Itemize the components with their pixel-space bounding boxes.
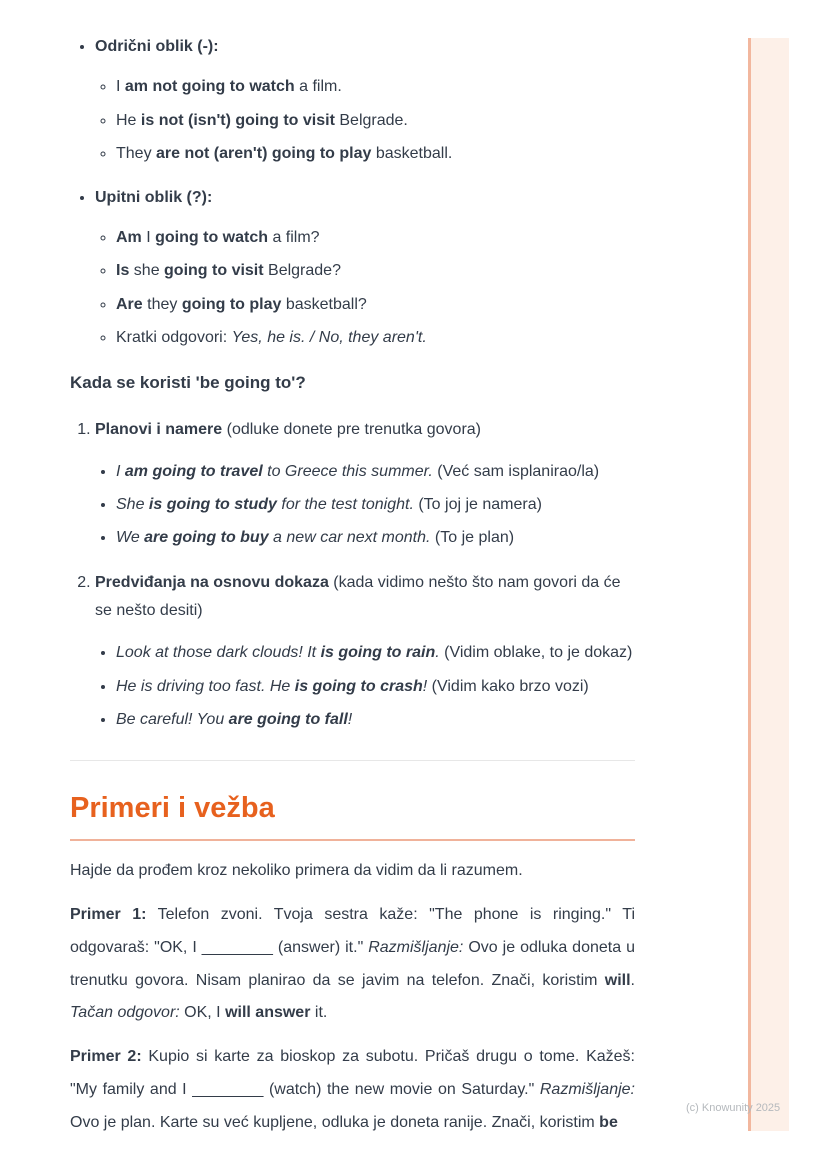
section-divider bbox=[70, 760, 635, 761]
list-item-negative-form bbox=[95, 34, 635, 168]
predictions-label: Predviđanja na osnovu dokaza (kada vidimo nešto što nam govori da će se nešto desiti) bbox=[95, 573, 621, 620]
list-item-question-form bbox=[95, 185, 635, 352]
usage-list bbox=[70, 416, 635, 734]
list-item: ◦ Are they going to play basketball? bbox=[116, 292, 635, 318]
list-item: • Be careful! You are going to fall! bbox=[116, 707, 635, 733]
list-item: • She is going to study for the test tonight. (To joj je namera) bbox=[116, 492, 635, 518]
usage-heading: Kada se koristi 'be going to'? bbox=[70, 372, 306, 392]
list-item: • Look at those dark clouds! It is going to rain. (Vidim oblake, to je dokaz) bbox=[116, 640, 635, 666]
intro-paragraph: Hajde da prođem kroz nekoliko primera da vidim da li razumem. bbox=[70, 862, 523, 880]
list-item: ◦ They are not (aren't) going to play basketball. bbox=[116, 141, 635, 167]
question-examples-list bbox=[95, 225, 635, 352]
copyright-notice: (c) Knowunity 2025 bbox=[686, 1102, 781, 1114]
list-item: ◦ Kratki odgovori: Yes, he is. / No, they aren't. bbox=[116, 325, 635, 351]
list-item-predictions bbox=[95, 569, 635, 734]
example-paragraph-1: Primer 1: Telefon zvoni. Tvoja sestra kaže: "The phone is ringing." Ti odgovaraš: "OK, I ________ (answer) it." Razmišljanje: Ovo je odluka doneta u trenutku govora. Nisam planirao da se javim na telefon. Znači, koristim will. Tačan odgovor: OK, I will answer it. bbox=[70, 906, 635, 1022]
list-item: ◦ He is not (isn't) going to visit Belgrade. bbox=[116, 108, 635, 134]
list-item: ◦ Is she going to visit Belgrade? bbox=[116, 258, 635, 284]
list-item-plans bbox=[95, 416, 635, 552]
list-item: ◦ Am I going to watch a film? bbox=[116, 225, 635, 251]
negative-examples-list bbox=[95, 74, 635, 167]
list-item: ◦ I am not going to watch a film. bbox=[116, 74, 635, 100]
predictions-examples-list bbox=[95, 640, 635, 733]
question-form-label: Upitni oblik (?): bbox=[95, 188, 213, 206]
list-item: • He is driving too fast. He is going to crash! (Vidim kako brzo vozi) bbox=[116, 674, 635, 700]
plans-label: Planovi i namere (odluke donete pre trenutka govora) bbox=[95, 420, 481, 438]
example-paragraph-2: Primer 2: Kupio si karte za bioskop za subotu. Pričaš drugu o tome. Kažeš: "My family and I ________ (watch) the new movie on Saturday." Razmišljanje: Ovo je plan. Karte su već kupljene, odluka je doneta ranije. Znači, koristim be bbox=[70, 1048, 635, 1131]
page-edge-decoration bbox=[748, 38, 789, 1131]
plans-examples-list bbox=[95, 459, 635, 552]
negative-form-label: Odrični oblik (-): bbox=[95, 38, 219, 55]
list-item: • We are going to buy a new car next month. (To je plan) bbox=[116, 525, 635, 551]
note-content bbox=[70, 34, 635, 1140]
list-item: • I am going to travel to Greece this summer. (Već sam isplanirao/la) bbox=[116, 459, 635, 485]
forms-list bbox=[70, 34, 635, 352]
section-title: Primeri i vežba bbox=[70, 791, 635, 841]
